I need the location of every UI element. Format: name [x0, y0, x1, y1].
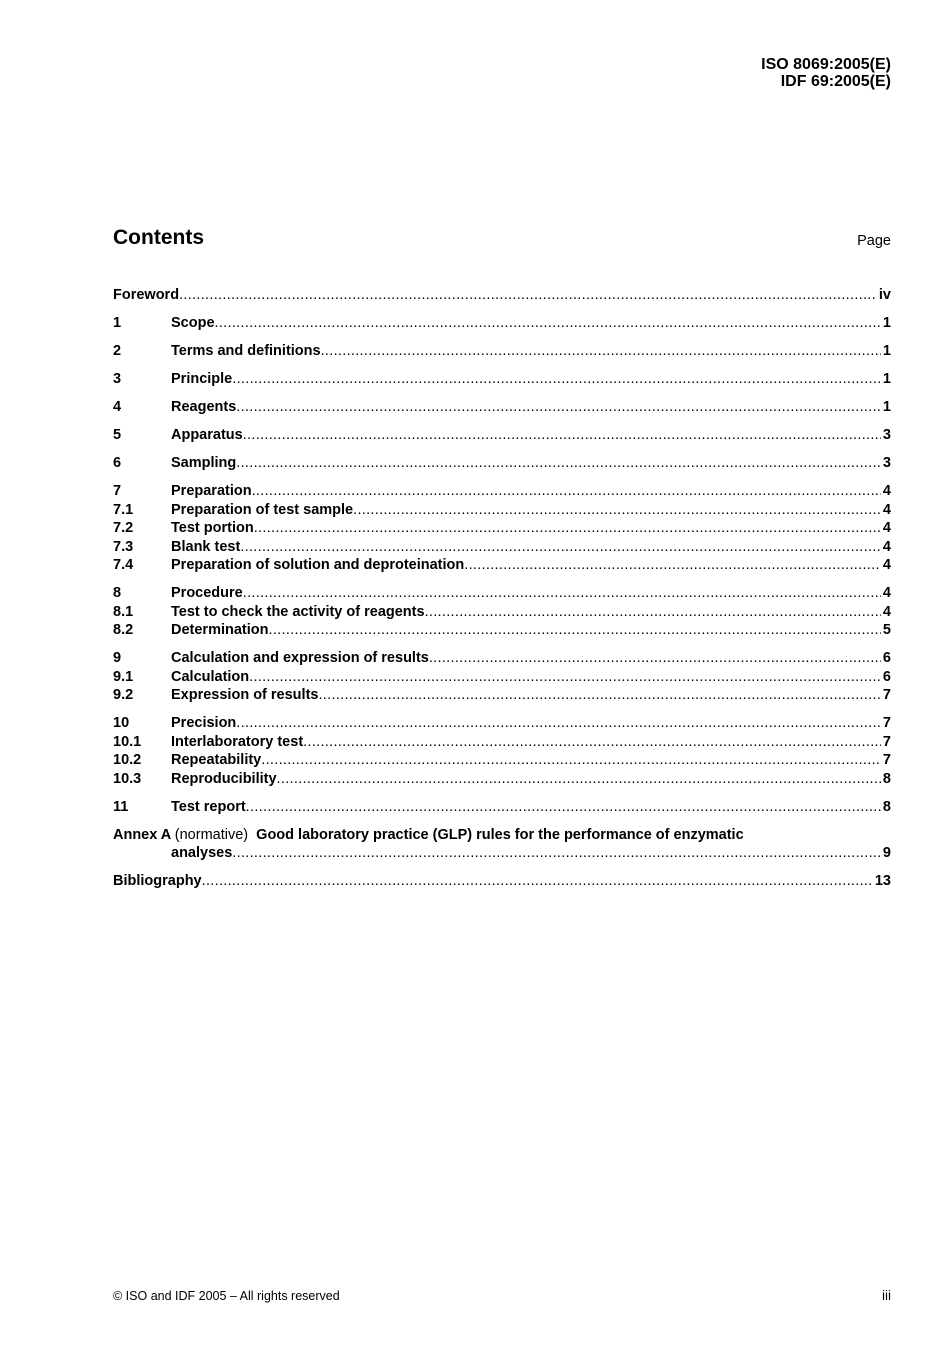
standard-number-idf: IDF 69:2005(E)	[780, 73, 891, 90]
page-number: iii	[882, 1288, 891, 1303]
toc-entry-page: 7	[882, 715, 891, 731]
toc-entry[interactable]	[113, 370, 891, 389]
toc-entry[interactable]	[113, 603, 891, 622]
dot-leader	[425, 603, 881, 622]
toc-entry-number: 5	[113, 427, 122, 443]
dot-leader	[464, 556, 881, 575]
toc-entry-label: Reproducibility	[171, 770, 277, 787]
toc-entry-label: Preparation	[171, 483, 252, 499]
toc-entry-page: 3	[882, 427, 891, 443]
toc-entry-page: 6	[882, 650, 891, 666]
toc-entry[interactable]	[113, 770, 891, 789]
toc-entry-page: 3	[882, 455, 891, 471]
dot-leader	[236, 454, 881, 473]
toc-entry[interactable]	[113, 686, 891, 705]
dot-leader	[236, 398, 881, 417]
toc-entry[interactable]	[113, 519, 891, 538]
toc-entry[interactable]	[113, 668, 891, 687]
toc-entry-page: 1	[882, 343, 891, 359]
toc-entry[interactable]	[113, 556, 891, 575]
toc-entry-page: 4	[882, 538, 891, 555]
table-of-contents	[113, 286, 891, 891]
dot-leader	[179, 286, 877, 305]
page-title: Contents	[113, 226, 204, 249]
toc-entry[interactable]	[113, 751, 891, 770]
toc-entry-page: 7	[882, 687, 891, 703]
toc-entry-page: 9	[882, 845, 891, 861]
toc-entry-label: Foreword	[113, 287, 180, 303]
toc-entry[interactable]	[113, 482, 891, 501]
toc-entry-page: 4	[882, 520, 891, 536]
annex-heading-line	[113, 826, 891, 845]
toc-entry-label: Scope	[171, 315, 215, 331]
toc-entry[interactable]	[113, 584, 891, 603]
toc-entry-label: Bibliography	[113, 873, 202, 889]
toc-entry-label: Repeatability	[171, 752, 262, 768]
toc-entry-number: 7.3	[113, 538, 134, 555]
toc-entry-label: Terms and definitions	[171, 343, 321, 359]
toc-entry-label: Calculation and expression of results	[171, 650, 429, 666]
annex-title-line1: Good laboratory practice (GLP) rules for the performance of enzymatic	[256, 826, 744, 843]
toc-entry-foreword[interactable]	[113, 286, 891, 305]
toc-entry-label: Precision	[171, 715, 237, 731]
toc-entry-number: 10.2	[113, 752, 142, 768]
toc-entry-page: 1	[882, 371, 891, 387]
standard-number-iso: ISO 8069:2005(E)	[761, 56, 891, 73]
toc-entry-label: Procedure	[171, 585, 243, 601]
toc-entry-page: 1	[882, 399, 891, 415]
dot-leader	[202, 872, 873, 891]
toc-entry-number: 4	[113, 399, 122, 415]
toc-entry[interactable]	[113, 501, 891, 520]
toc-entry[interactable]	[113, 621, 891, 640]
annex-prefix: Annex A	[113, 826, 171, 843]
toc-entry-number: 8	[113, 585, 122, 601]
toc-entry-page: iv	[878, 287, 891, 303]
toc-entry-label: Calculation	[171, 668, 250, 685]
toc-entry[interactable]	[113, 538, 891, 557]
toc-entry-number: 8.1	[113, 603, 134, 620]
toc-entry[interactable]	[113, 426, 891, 445]
annex-status: (normative)	[174, 826, 249, 843]
toc-entry-page: 13	[874, 873, 891, 889]
toc-entry-label: Test report	[171, 798, 246, 815]
dot-leader	[269, 621, 881, 640]
toc-entry-annex[interactable]	[113, 826, 891, 863]
dot-leader	[254, 519, 881, 538]
toc-entry-number: 6	[113, 455, 122, 471]
toc-entry-bibliography[interactable]	[113, 872, 891, 891]
toc-entry-label: Expression of results	[171, 687, 319, 703]
toc-entry-page: 6	[882, 668, 891, 685]
toc-group	[113, 370, 891, 389]
toc-entry-label: Interlaboratory test	[171, 733, 304, 750]
dot-leader	[252, 482, 881, 501]
toc-entry-number: 1	[113, 315, 122, 331]
dot-leader	[232, 370, 881, 389]
toc-entry-number: 8.2	[113, 622, 134, 638]
toc-entry-number: 7	[113, 483, 122, 499]
toc-entry-number: 7.2	[113, 520, 134, 536]
toc-entry-number: 2	[113, 343, 122, 359]
toc-entry[interactable]	[113, 798, 891, 817]
dot-leader	[236, 714, 881, 733]
toc-entry[interactable]	[113, 714, 891, 733]
toc-entry-number: 10.3	[113, 770, 142, 787]
document-header	[761, 56, 891, 90]
toc-entry-page: 7	[882, 752, 891, 768]
toc-entry-page: 8	[882, 770, 891, 787]
copyright-notice: © ISO and IDF 2005 – All rights reserved	[113, 1289, 340, 1303]
toc-entry-label: Reagents	[171, 399, 237, 415]
toc-entry-label: Test to check the activity of reagents	[171, 603, 425, 620]
dot-leader	[303, 733, 881, 752]
toc-entry-page: 4	[882, 603, 891, 620]
toc-sections	[113, 314, 891, 816]
toc-group	[113, 426, 891, 445]
toc-entry-number: 10	[113, 715, 130, 731]
toc-group	[113, 649, 891, 705]
dot-leader	[240, 538, 881, 557]
toc-group	[113, 314, 891, 333]
annex-title-line2: analyses	[171, 845, 233, 861]
toc-entry-page: 5	[882, 622, 891, 638]
toc-entry-label: Preparation of test sample	[171, 501, 354, 518]
toc-entry-page: 4	[882, 501, 891, 518]
dot-leader	[261, 751, 881, 770]
toc-entry-page: 4	[882, 483, 891, 499]
toc-entry-number: 11	[113, 798, 129, 815]
dot-leader	[243, 584, 881, 603]
toc-entry-page: 4	[882, 585, 891, 601]
dot-leader	[429, 649, 881, 668]
dot-leader	[321, 342, 881, 361]
dot-leader	[353, 501, 881, 520]
toc-entry-number: 7.1	[113, 501, 134, 518]
toc-entry-number: 7.4	[113, 557, 134, 573]
toc-entry-page: 1	[882, 315, 891, 331]
toc-entry-page: 8	[882, 798, 891, 815]
dot-leader	[318, 686, 880, 705]
toc-group	[113, 454, 891, 473]
toc-entry[interactable]	[113, 733, 891, 752]
toc-entry-page: 7	[882, 733, 891, 750]
toc-entry[interactable]	[113, 454, 891, 473]
dot-leader	[232, 844, 881, 863]
toc-entry-number: 9.1	[113, 668, 134, 685]
toc-entry-number: 10.1	[113, 733, 142, 750]
page-column-label: Page	[857, 233, 891, 249]
toc-entry[interactable]	[113, 342, 891, 361]
toc-entry[interactable]	[113, 398, 891, 417]
dot-leader	[246, 798, 881, 817]
toc-entry-label: Preparation of solution and deproteination	[171, 557, 465, 573]
toc-group	[113, 714, 891, 788]
toc-entry-label: Principle	[171, 371, 233, 387]
toc-entry-label: Blank test	[171, 538, 241, 555]
dot-leader	[215, 314, 881, 333]
toc-entry-label: Test portion	[171, 520, 254, 536]
toc-group	[113, 584, 891, 640]
toc-entry-label: Sampling	[171, 455, 237, 471]
dot-leader	[243, 426, 881, 445]
toc-group	[113, 342, 891, 361]
toc-entry-label: Apparatus	[171, 427, 243, 443]
toc-entry[interactable]	[113, 314, 891, 333]
toc-group	[113, 482, 891, 575]
toc-entry-number: 9.2	[113, 687, 134, 703]
toc-group	[113, 398, 891, 417]
dot-leader	[277, 770, 881, 789]
dot-leader	[249, 668, 881, 687]
toc-entry[interactable]	[113, 649, 891, 668]
toc-entry-number: 3	[113, 371, 122, 387]
toc-entry-label: Determination	[171, 622, 269, 638]
toc-entry-number: 9	[113, 650, 122, 666]
annex-title-continuation	[113, 844, 891, 863]
toc-group	[113, 798, 891, 817]
toc-entry-page: 4	[882, 557, 891, 573]
